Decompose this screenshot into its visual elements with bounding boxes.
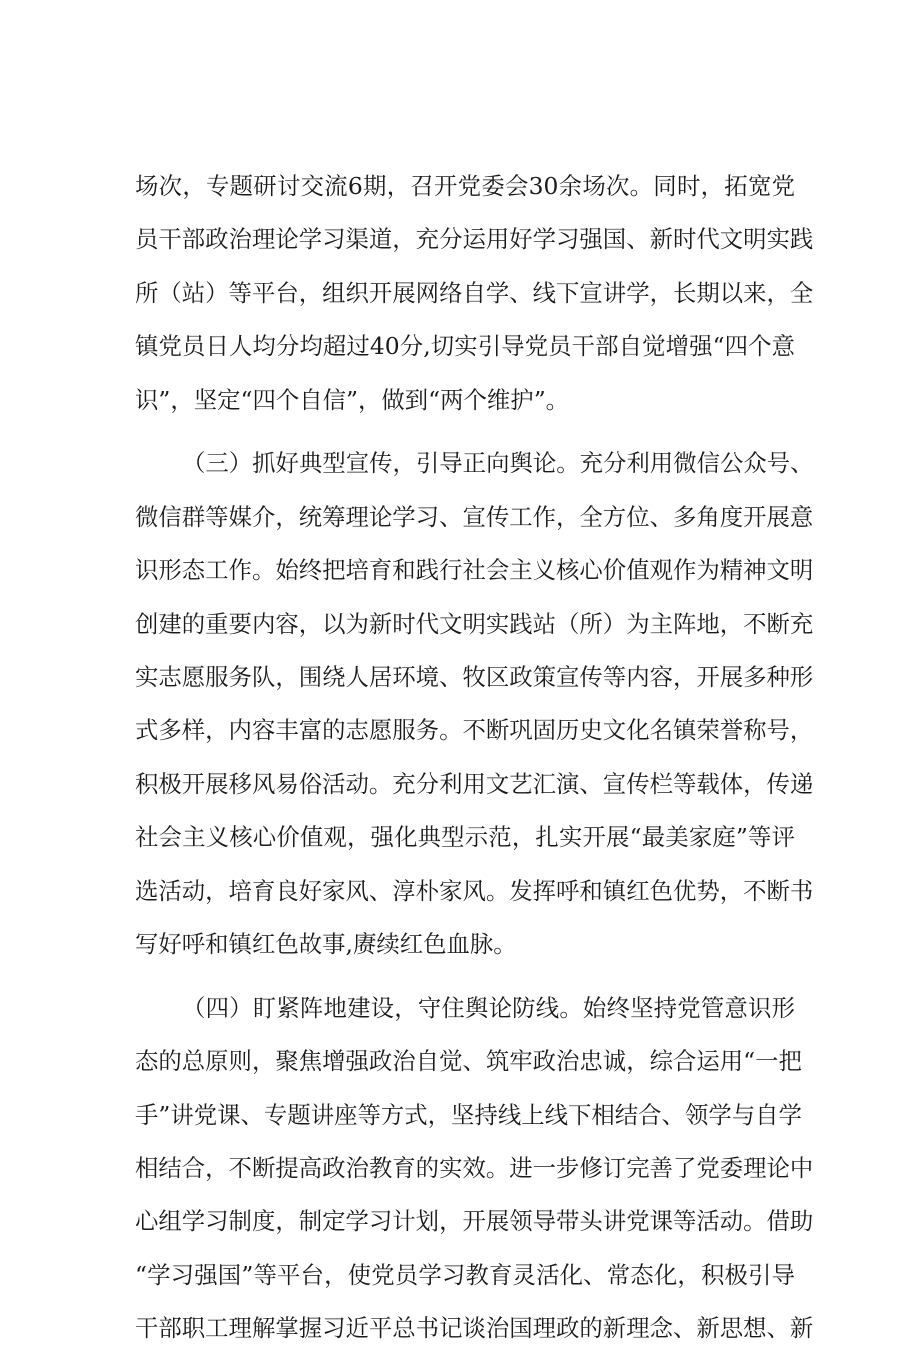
text-line: 识形态工作。始终把培育和践行社会主义核心价值观作为精神文明 bbox=[135, 556, 814, 585]
text-line: 相结合，不断提高政治教育的实效。进一步修订完善了党委理论中 bbox=[135, 1154, 814, 1183]
text-line: （四）盯紧阵地建设，守住舆论防线。始终坚持党管意识形 bbox=[182, 993, 795, 1022]
paragraph-gap bbox=[135, 971, 795, 982]
text-line: 态的总原则，聚焦增强政治自觉、筑牢政治忠诚，综合运用“一把 bbox=[135, 1047, 802, 1076]
text-line: 手”讲党课、专题讲座等方式，坚持线上线下相结合、领学与自学 bbox=[135, 1100, 802, 1129]
text-line: 实志愿服务队，围绕人居环境、牧区政策宣传等内容，开展多种形 bbox=[135, 663, 814, 692]
text-line: 创建的重要内容，以为新时代文明实践站（所）为主阵地，不断充 bbox=[135, 609, 814, 638]
text-line: “学习强国”等平台，使党员学习教育灵活化、常态化，积极引导 bbox=[135, 1260, 795, 1289]
text-line: 所（站）等平台，组织开展网络自学、线下宣讲学，长期以来，全 bbox=[135, 278, 814, 307]
paragraph-3 bbox=[135, 982, 814, 1356]
paragraph-2 bbox=[135, 437, 814, 971]
text-line: 积极开展移风易俗活动。充分利用文艺汇演、宣传栏等载体，传递 bbox=[135, 769, 814, 798]
text-line: 心组学习制度，制定学习计划，开展领导带头讲党课等活动。借助 bbox=[135, 1207, 814, 1236]
text-line: 选活动，培育良好家风、淳朴家风。发挥呼和镇红色优势，不断书 bbox=[135, 876, 814, 905]
text-line: 微信群等媒介，统筹理论学习、宣传工作，全方位、多角度开展意 bbox=[135, 502, 814, 531]
text-line: 识”，坚定“四个自信”，做到“两个维护”。 bbox=[135, 385, 570, 414]
text-line: 式多样，内容丰富的志愿服务。不断巩固历史文化名镇荣誉称号， bbox=[135, 716, 814, 745]
text-line: 场次，专题研讨交流6期，召开党委会30余场次。同时，拓宽党 bbox=[135, 172, 795, 200]
text-line: （三）抓好典型宣传，引导正向舆论。充分利用微信公众号、 bbox=[182, 449, 814, 478]
text-line: 镇党员日人均分均超过40分,切实引导党员干部自觉增强“四个意 bbox=[135, 332, 795, 361]
text-line: 员干部政治理论学习渠道，充分运用好学习强国、新时代文明实践 bbox=[135, 225, 814, 254]
body-text bbox=[135, 160, 814, 1356]
text-line: 干部职工理解掌握习近平总书记谈治国理政的新理念、新思想、新 bbox=[135, 1314, 814, 1343]
paragraph-gap bbox=[135, 427, 795, 438]
text-line: 社会主义核心价值观，强化典型示范，扎实开展“最美家庭”等评 bbox=[135, 823, 795, 852]
text-line: 写好呼和镇红色故事,赓续红色血脉。 bbox=[135, 929, 517, 958]
paragraph-1 bbox=[135, 160, 814, 427]
